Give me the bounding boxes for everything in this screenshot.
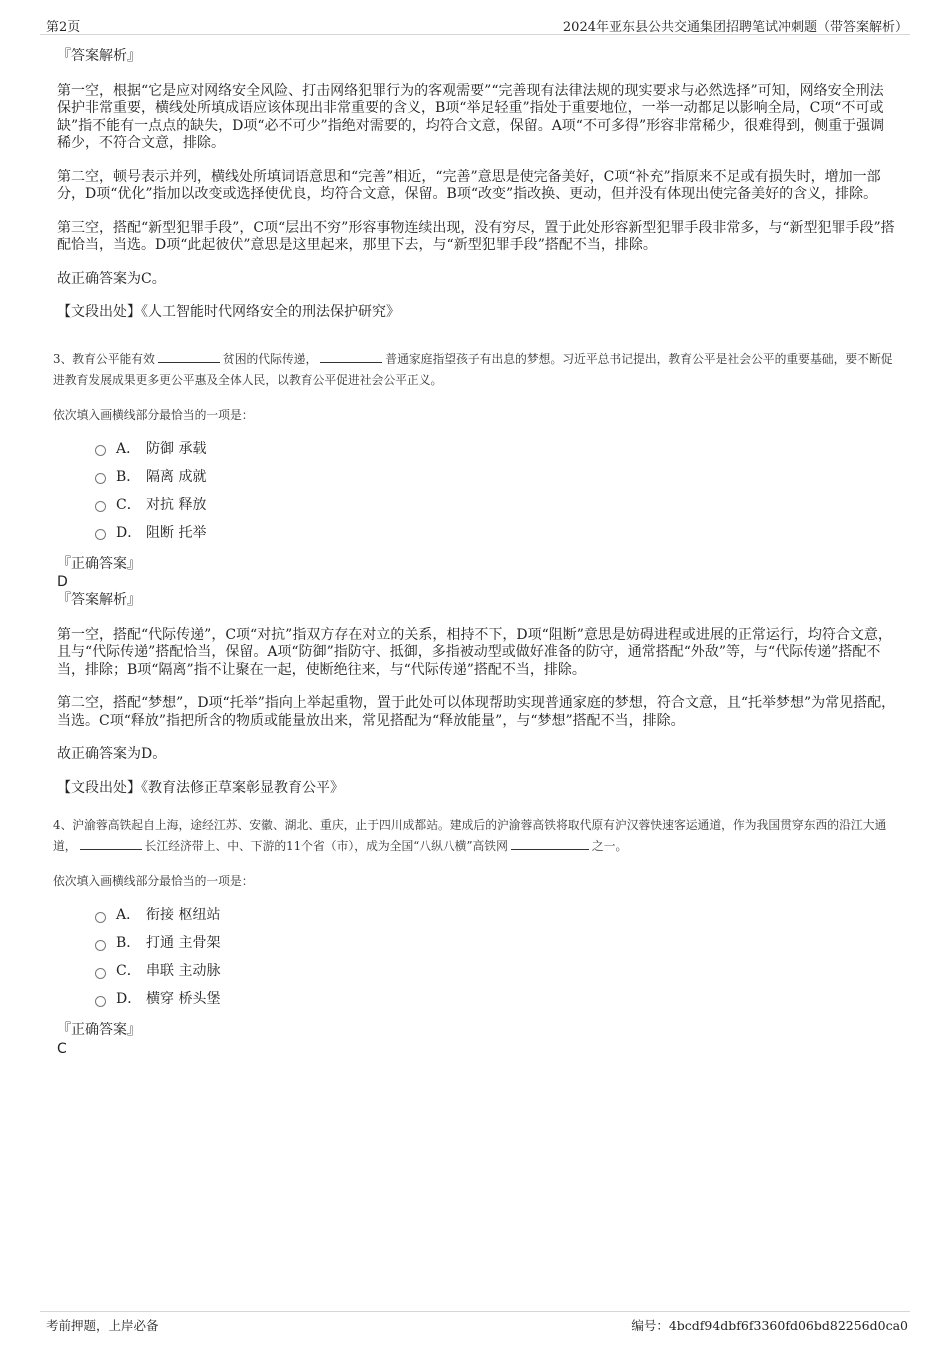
option-d[interactable]: D． 阻断 托举 — [95, 518, 897, 546]
option-a[interactable]: A． 防御 承载 — [95, 434, 897, 462]
blank — [511, 837, 589, 850]
analysis-paragraph: 第一空，根据“它是应对网络安全风险、打击网络犯罪行为的客观需要”“完善现有法律法规的现实要求与必然选择”可知，网络安全刑法保护非常重要，横线处所填成语应该体现出非常重要的含义，B项“举足轻重”指处于重要地位，一举一动都足以影响全局，C项“不可或缺”指不能有一点点的缺失，D项“必不可少”指绝对需要的，均符合文意，保留。A项“不可多得”形容非常稀少，很难得到，侧重于强调稀少，不符合文意，排除。 — [57, 82, 885, 151]
options-list — [95, 434, 897, 546]
radio-icon[interactable] — [95, 940, 106, 951]
footer-slogan: 考前押题，上岸必备 — [46, 1318, 159, 1333]
source-citation: 【文段出处】《人工智能时代网络安全的刑法保护研究》 — [57, 304, 400, 320]
option-d[interactable]: D． 横穿 桥头堡 — [95, 984, 897, 1012]
analysis-paragraph: 第二空，搭配“梦想”，D项“托举”指向上举起重物，置于此处可以体现帮助实现普通家庭的梦想，符合文意，且“托举梦想”为常见搭配，当选。C项“释放”指把所含的物质或能量放出来，常见搭配为“释放能量”，与“梦想”搭配不当，排除。 — [57, 695, 896, 729]
correct-answer: C — [57, 1040, 67, 1057]
document-id: 编号：4bcdf94dbf6f3360fd06bd82256d0ca0 — [631, 1318, 908, 1333]
analysis-label: 『答案解析』 — [57, 592, 141, 608]
question-instruction: 依次填入画横线部分最恰当的一项是： — [53, 407, 254, 422]
answer-conclusion: 故正确答案为C。 — [57, 270, 166, 287]
blank — [158, 350, 220, 363]
blank — [80, 837, 142, 850]
source-citation: 【文段出处】《教育法修正草案彰显教育公平》 — [57, 779, 344, 796]
analysis-paragraph: 第一空，搭配“代际传递”，C项“对抗”指双方存在对立的关系，相持不下，D项“阻断”意思是妨碍进程或进展的正常运行，均符合文意，且与“代际传递”搭配恰当，保留。A项“防御”指防守、抵御，多指被动型或做好准备的防守，通常搭配“外敌”等，与“代际传递”搭配不当，排除；B项“隔离”指不让聚在一起，使断绝往来，与“代际传递”搭配不当，排除。 — [57, 626, 892, 678]
page-header — [40, 14, 910, 35]
answer-label: 『正确答案』 — [57, 1022, 141, 1038]
option-a[interactable]: A． 衔接 枢纽站 — [95, 900, 897, 928]
correct-answer: D — [57, 574, 68, 590]
main-content — [53, 46, 897, 1058]
analysis-label: 『答案解析』 — [57, 48, 141, 64]
option-b[interactable]: B． 打通 主骨架 — [95, 928, 897, 956]
radio-icon[interactable] — [95, 473, 106, 484]
question-stem: 3、教育公平能有效 贫困的代际传递， 普通家庭指望孩子有出息的梦想。习近平总书记提出，教育公平是社会公平的重要基础，要不断促进教育发展成果更多更公平惠及全体人民，以教育公平促进社会公平正义。 — [53, 351, 893, 387]
page-number: 第2页 — [46, 20, 81, 35]
options-list — [95, 900, 897, 1012]
question-stem: 4、沪渝蓉高铁起自上海，途经江苏、安徽、湖北、重庆，止于四川成都站。建成后的沪渝蓉高铁将取代原有沪汉蓉快速客运通道，作为我国贯穿东西的沿江大通道， 长江经济带上、中、下游的11个省（市），成为全国“八纵八横”高铁网 之一。 — [53, 818, 887, 853]
page-footer — [40, 1311, 910, 1334]
option-c[interactable]: C． 串联 主动脉 — [95, 956, 897, 984]
radio-icon[interactable] — [95, 996, 106, 1007]
analysis-paragraph: 第三空，搭配“新型犯罪手段”，C项“层出不穷”形容事物连续出现，没有穷尽，置于此处形容新型犯罪手段非常多，与“新型犯罪手段”搭配恰当，当选。D项“此起彼伏”意思是这里起来，那里下去，与“新型犯罪手段”搭配不当，排除。 — [57, 219, 895, 253]
radio-icon[interactable] — [95, 445, 106, 456]
document-title: 2024年亚东县公共交通集团招聘笔试冲刺题（带答案解析） — [562, 20, 908, 35]
radio-icon[interactable] — [95, 912, 106, 923]
option-c[interactable]: C． 对抗 释放 — [95, 490, 897, 518]
option-b[interactable]: B． 隔离 成就 — [95, 462, 897, 490]
radio-icon[interactable] — [95, 968, 106, 979]
answer-conclusion: 故正确答案为D。 — [57, 746, 167, 762]
analysis-paragraph: 第二空，顿号表示并列，横线处所填词语意思和“完善”相近，“完善”意思是使完备美好，C项“补充”指原来不足或有损失时，增加一部分，D项“优化”指加以改变或选择使优良，均符合文意，保留。B项“改变”指改换、更动，但并没有体现出使完备美好的含义，排除。 — [57, 168, 881, 202]
blank — [320, 350, 382, 363]
radio-icon[interactable] — [95, 501, 106, 512]
question-instruction: 依次填入画横线部分最恰当的一项是： — [53, 874, 254, 888]
answer-label: 『正确答案』 — [57, 555, 141, 572]
radio-icon[interactable] — [95, 529, 106, 540]
